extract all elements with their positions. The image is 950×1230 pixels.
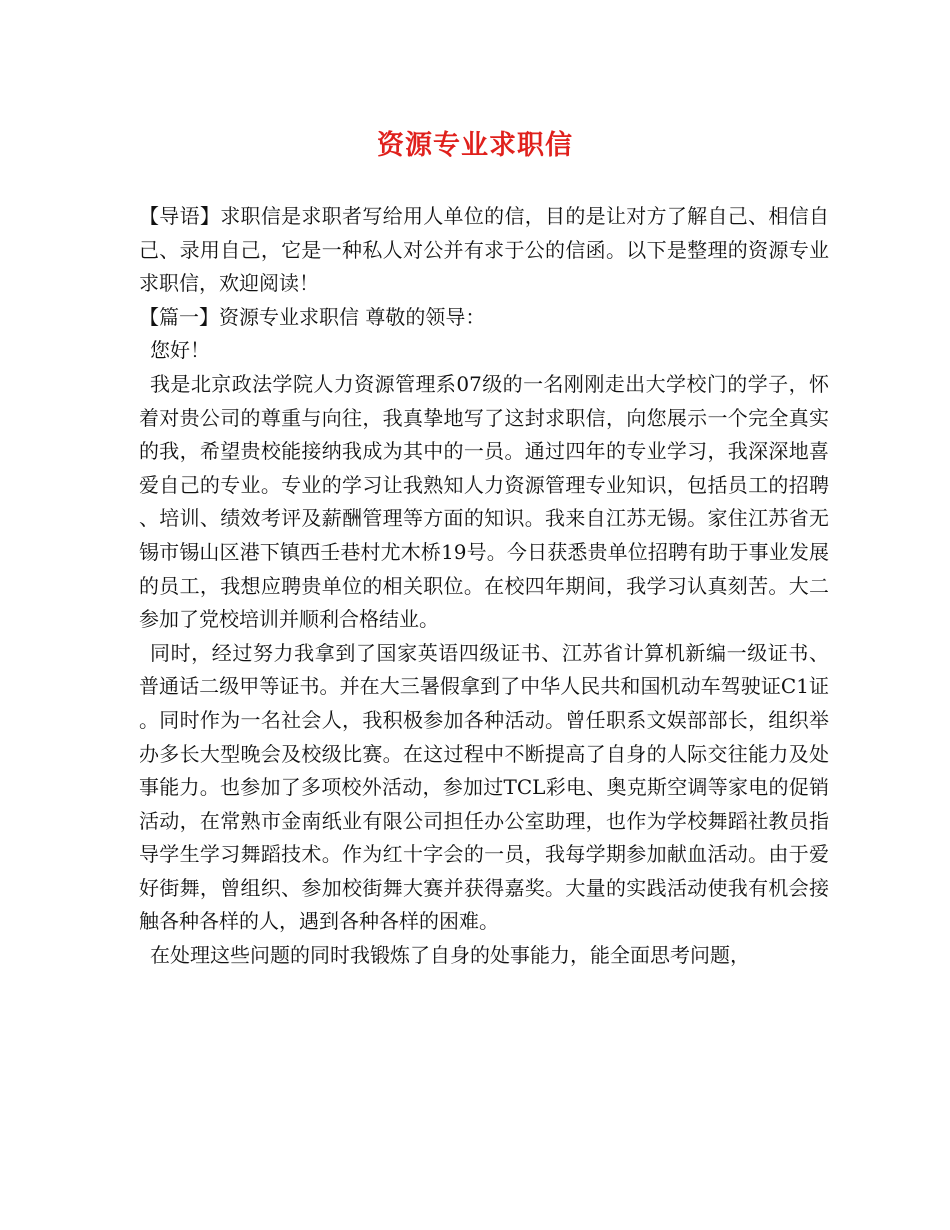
body-paragraph: 我是北京政法学院人力资源管理系07级的一名刚刚走出大学校门的学子，怀着对贵公司的尊重与向往，我真挚地写了这封求职信，向您展示一个完全真实的我，希望贵校能接纳我成为其中的一员。通过四年的专业学习，我深深地喜爱自己的专业。专业的学习让我熟知人力资源管理专业知识，包括员工的招聘、培训、绩效考评及薪酬管理等方面的知识。我来自江苏无锡。家住江苏省无锡市锡山区港下镇西壬巷村尤木桥19号。今日获悉贵单位招聘有助于事业发展的员工，我想应聘贵单位的相关职位。在校四年期间，我学习认真刻苦。大二参加了党校培训并顺利合格结业。 <box>139 371 829 632</box>
document-title: 资源专业求职信 <box>377 130 573 161</box>
intro-paragraph: 【导语】求职信是求职者写给用人单位的信，目的是让对方了解自己、相信自己、录用自己，它是一种私人对公并有求于公的信函。以下是整理的资源专业求职信，欢迎阅读！ <box>139 204 829 296</box>
greeting-paragraph: 您好！ <box>150 338 210 363</box>
document-body <box>139 200 829 973</box>
section-heading-paragraph: 【篇一】资源专业求职信 尊敬的领导： <box>139 304 486 329</box>
body-paragraph: 在处理这些问题的同时我锻炼了自身的处事能力，能全面思考问题， <box>150 943 750 968</box>
body-paragraph: 同时，经过努力我拿到了国家英语四级证书、江苏省计算机新编一级证书、普通话二级甲等证书。并在大三暑假拿到了中华人民共和国机动车驾驶证C1证。同时作为一名社会人，我积极参加各种活动。曾任职系文娱部部长，组织举办多长大型晚会及校级比赛。在这过程中不断提高了自身的人际交往能力及处事能力。也参加了多项校外活动，参加过TCL彩电、奥克斯空调等家电的促销活动，在常熟市金南纸业有限公司担任办公室助理，也作为学校舞蹈社教员指导学生学习舞蹈技术。作为红十字会的一员，我每学期参加献血活动。由于爱好街舞，曾组织、参加校街舞大赛并获得嘉奖。大量的实践活动使我有机会接触各种各样的人，遇到各种各样的困难。 <box>139 640 829 934</box>
